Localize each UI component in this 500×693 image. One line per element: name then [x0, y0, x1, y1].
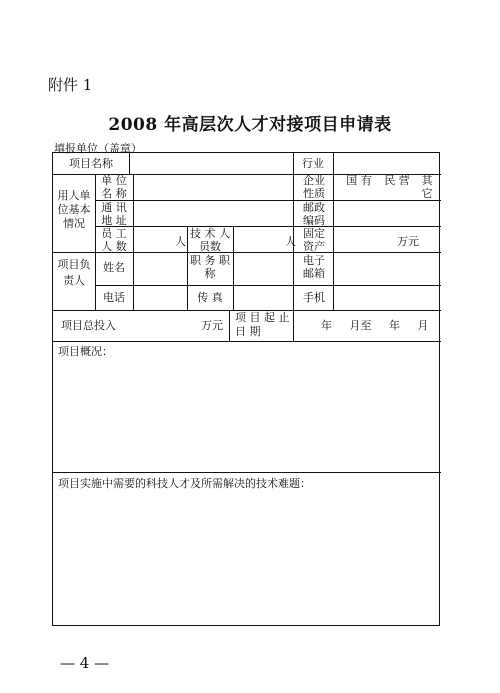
page-number: — 4 — — [60, 654, 110, 672]
attachment-label: 附件 1 — [48, 76, 93, 94]
nature-option-state: 国 有 — [346, 174, 372, 187]
tech-staff-unit: 人 — [285, 235, 296, 248]
phone-label: 电话 — [103, 291, 125, 304]
fixed-assets-unit: 万元 — [397, 235, 419, 248]
leader-section-label: 项目负责人 — [57, 258, 91, 287]
date-range: 年 月至 年 月 — [321, 319, 429, 332]
overview-label: 项目概况： — [58, 345, 113, 358]
investment-unit: 万元 — [201, 319, 223, 332]
application-form-table — [52, 152, 440, 626]
industry-label: 行业 — [302, 157, 324, 170]
nature-option-private: 民 营 — [384, 174, 410, 187]
unit-name-label: 单 位 名 称 — [101, 174, 127, 200]
fixed-assets-label: 固定资产 — [303, 227, 325, 253]
project-name-label: 项目名称 — [69, 157, 113, 170]
postcode-label: 邮政编码 — [303, 201, 325, 227]
employer-section-label: 用人单位基本情况 — [57, 189, 91, 230]
talent-needs-label: 项目实施中需要的科技人才及所需解决的技术难题： — [58, 477, 311, 490]
employee-count-label: 员 工 人 数 — [101, 227, 127, 253]
total-investment-label: 项目总投入 — [61, 319, 116, 332]
address-label: 通 讯 地 址 — [101, 201, 127, 227]
enterprise-nature-label: 企业性质 — [303, 174, 325, 200]
fill-unit-label: 填报单位（盖章） — [54, 142, 142, 155]
email-label: 电子邮箱 — [303, 254, 325, 280]
tech-staff-label: 技 术 人员数 — [190, 227, 230, 253]
form-title: 2008 年高层次人才对接项目申请表 — [108, 115, 392, 135]
nature-option-other: 其 它 — [421, 174, 433, 200]
employee-unit: 人 — [175, 235, 186, 248]
name-label: 姓名 — [103, 261, 125, 274]
start-end-date-label: 项 目 起 止 日 期 — [235, 311, 290, 338]
position-title-label: 职 务 职 称 — [190, 254, 230, 280]
fax-label: 传 真 — [197, 291, 223, 304]
mobile-label: 手机 — [303, 291, 325, 304]
